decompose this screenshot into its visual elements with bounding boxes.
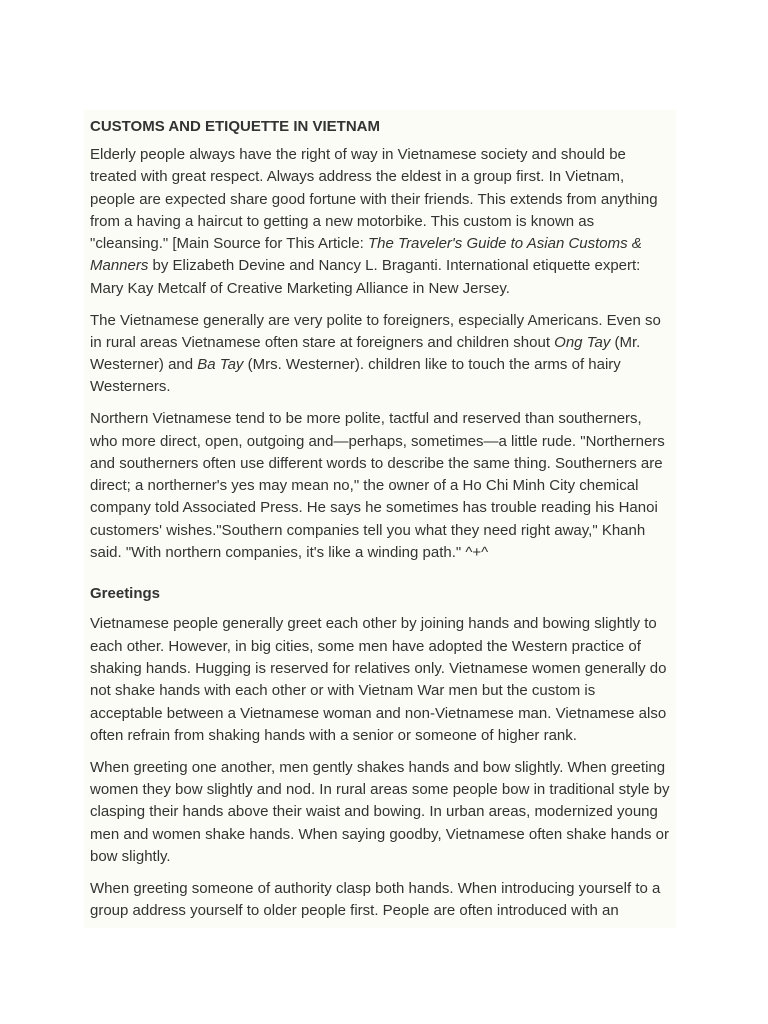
paragraph-text: (Mrs. Westerner). children like to touch the arms of hairy Westerners. <box>90 356 621 396</box>
paragraph-north-south: Northern Vietnamese tend to be more polite, tactful and reserved than southerners, who more direct, open, outgoing and—perhaps, sometimes—a little rude. "Northerners and southerners often use different words to describe the same thing. Southerners are direct; a northerner's yes may mean no," the owner of a Ho Chi Minh City chemical company told Associated Press. He says he sometimes has trouble reading his Hanoi customers' wishes."Southern companies tell you what they need right away," Khanh said. "With northern companies, it's like a winding path." ^+^ <box>90 410 665 562</box>
article-body <box>84 110 676 928</box>
paragraph-text: Elderly people always have the right of way in Vietnamese society and should be treated with great respect. Always address the eldest in a group first. In Vietnam, people are expected share good fortune with their friends. This extends from anything from a having a haircut to getting a new motorbike. This custom is known as "cleansing." [Main Source for This Article: <box>90 146 658 253</box>
paragraph-greeting-authority: When greeting someone of authority clasp both hands. When introducing yourself to a group address yourself to older people first. People are often introduced with an <box>90 879 661 919</box>
paragraph-text: (Mr. Westerner) and <box>90 333 641 374</box>
term-ba-tay: Ba Tay <box>197 356 244 374</box>
paragraph-greeting-customs: Vietnamese people generally greet each other by joining hands and bowing slightly to each other. However, in big cities, some men have adopted the Western practice of shaking hands. Hugging is reserved for relatives only. Vietnamese women generally do not shake hands with each other or with Vietnam War men but the custom is acceptable between a Vietnamese woman and non-Vietnamese man. Vietnamese also often refrain from shaking hands with a senior or someone of higher rank. <box>90 615 667 744</box>
paragraph-politeness-foreigners <box>90 310 670 399</box>
paragraph-elderly-respect <box>90 144 670 300</box>
paragraph-text: by Elizabeth Devine and Nancy L. Braganti. International etiquette expert: Mary Kay Metcalf of Creative Marketing Alliance in New Jersey. <box>90 257 641 297</box>
paragraph-text: The Vietnamese generally are very polite to foreigners, especially Americans. Even so in rural areas Vietnamese often stare at foreigners and children shout <box>90 311 661 351</box>
term-ong-tay: Ong Tay <box>554 333 611 351</box>
book-title: The Traveler's Guide to Asian Customs & Manners <box>90 235 642 275</box>
greetings-heading: Greetings <box>90 585 161 603</box>
article-title: CUSTOMS AND ETIQUETTE IN VIETNAM <box>90 118 381 135</box>
paragraph-greeting-gestures: When greeting one another, men gently shakes hands and bow slightly. When greeting women they bow slightly and nod. In rural areas some people bow in traditional style by clasping their hands above their waist and bowing. In urban areas, modernized young men and women shake hands. When saying goodby, Vietnamese often shake hands or bow slightly. <box>90 758 670 865</box>
